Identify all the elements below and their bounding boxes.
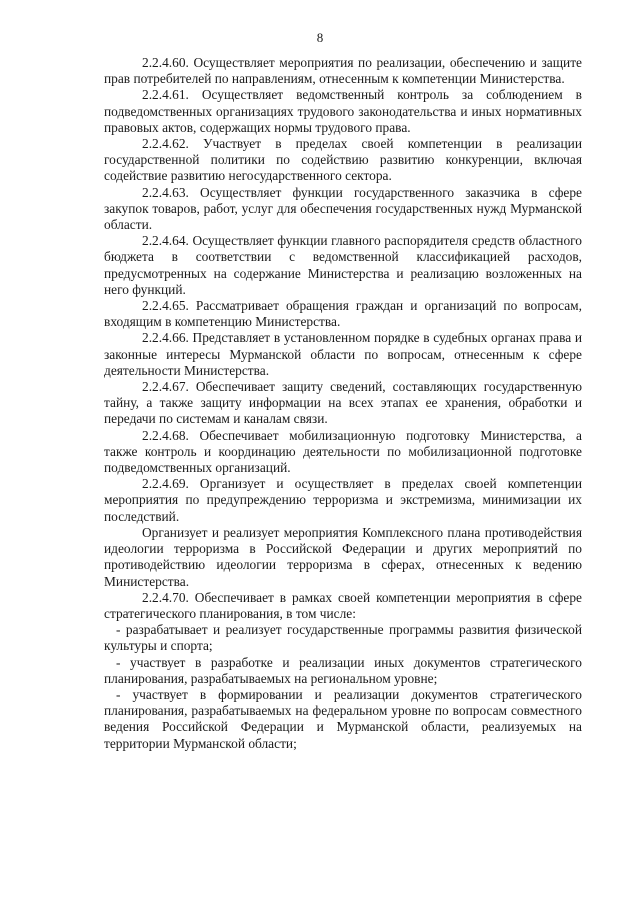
page-number: 8 <box>316 30 324 45</box>
list-item: - участвует в формировании и реализации документов стратегического планирования, разрабатываемых на федеральном уровне по вопросам совместного ведения Российской Федерации и Мурманской области, реализуемых на территории Мурманской области; <box>104 686 582 751</box>
paragraph-2-2-4-69-continued: Организует и реализует мероприятия Комплексного плана противодействия идеологии терроризма в Российской Федерации и других мероприятий по противодействию идеологии терроризма в сферах, отнесенных к ведению Министерства. <box>104 524 582 589</box>
paragraph-2-2-4-67: 2.2.4.67. Обеспечивает защиту сведений, составляющих государственную тайну, а также защиту информации на всех этапах ее хранения, обработки и передачи по системам и каналам связи. <box>104 379 582 427</box>
paragraph-2-2-4-64: 2.2.4.64. Осуществляет функции главного распорядителя средств областного бюджета в соответствии с ведомственной классификацией расходов, предусмотренных на содержание Министерства и реализацию возложенных на него функций. <box>104 233 582 297</box>
paragraph-2-2-4-65: 2.2.4.65. Рассматривает обращения граждан и организаций по вопросам, входящим в компетенцию Министерства. <box>104 298 582 330</box>
paragraph-2-2-4-68: 2.2.4.68. Обеспечивает мобилизационную подготовку Министерства, а также контроль и координацию деятельности по мобилизационной подготовке подведомственных организаций. <box>104 427 582 476</box>
list-item: - разрабатывает и реализует государственные программы развития физической культуры и спорта; <box>104 622 582 654</box>
document-body <box>104 55 582 752</box>
paragraph-2-2-4-61: 2.2.4.61. Осуществляет ведомственный контроль за соблюдением в подведомственных организациях трудового законодательства и иных нормативных правовых актов, содержащих нормы трудового права. <box>104 87 582 135</box>
paragraph-2-2-4-70: 2.2.4.70. Обеспечивает в рамках своей компетенции мероприятия в сфере стратегического планирования, в том числе: <box>104 589 582 621</box>
paragraph-2-2-4-60: 2.2.4.60. Осуществляет мероприятия по реализации, обеспечению и защите прав потребителей по направлениям, отнесенным к компетенции Министерства. <box>104 55 582 87</box>
paragraph-2-2-4-66: 2.2.4.66. Представляет в установленном порядке в судебных органах права и законные интересы Мурманской области по вопросам, отнесенным к сфере деятельности Министерства. <box>104 330 582 378</box>
paragraph-2-2-4-63: 2.2.4.63. Осуществляет функции государственного заказчика в сфере закупок товаров, работ, услуг для обеспечения государственных нужд Мурманской области. <box>104 184 582 233</box>
paragraph-2-2-4-62: 2.2.4.62. Участвует в пределах своей компетенции в реализации государственной политики по содействию развитию конкуренции, включая содействие развитию негосударственного сектора. <box>104 136 582 184</box>
paragraph-2-2-4-69: 2.2.4.69. Организует и осуществляет в пределах своей компетенции мероприятия по предупреждению терроризма и экстремизма, минимизации их последствий. <box>104 476 582 524</box>
list-item: - участвует в разработке и реализации иных документов стратегического планирования, разрабатываемых на региональном уровне; <box>104 654 582 686</box>
